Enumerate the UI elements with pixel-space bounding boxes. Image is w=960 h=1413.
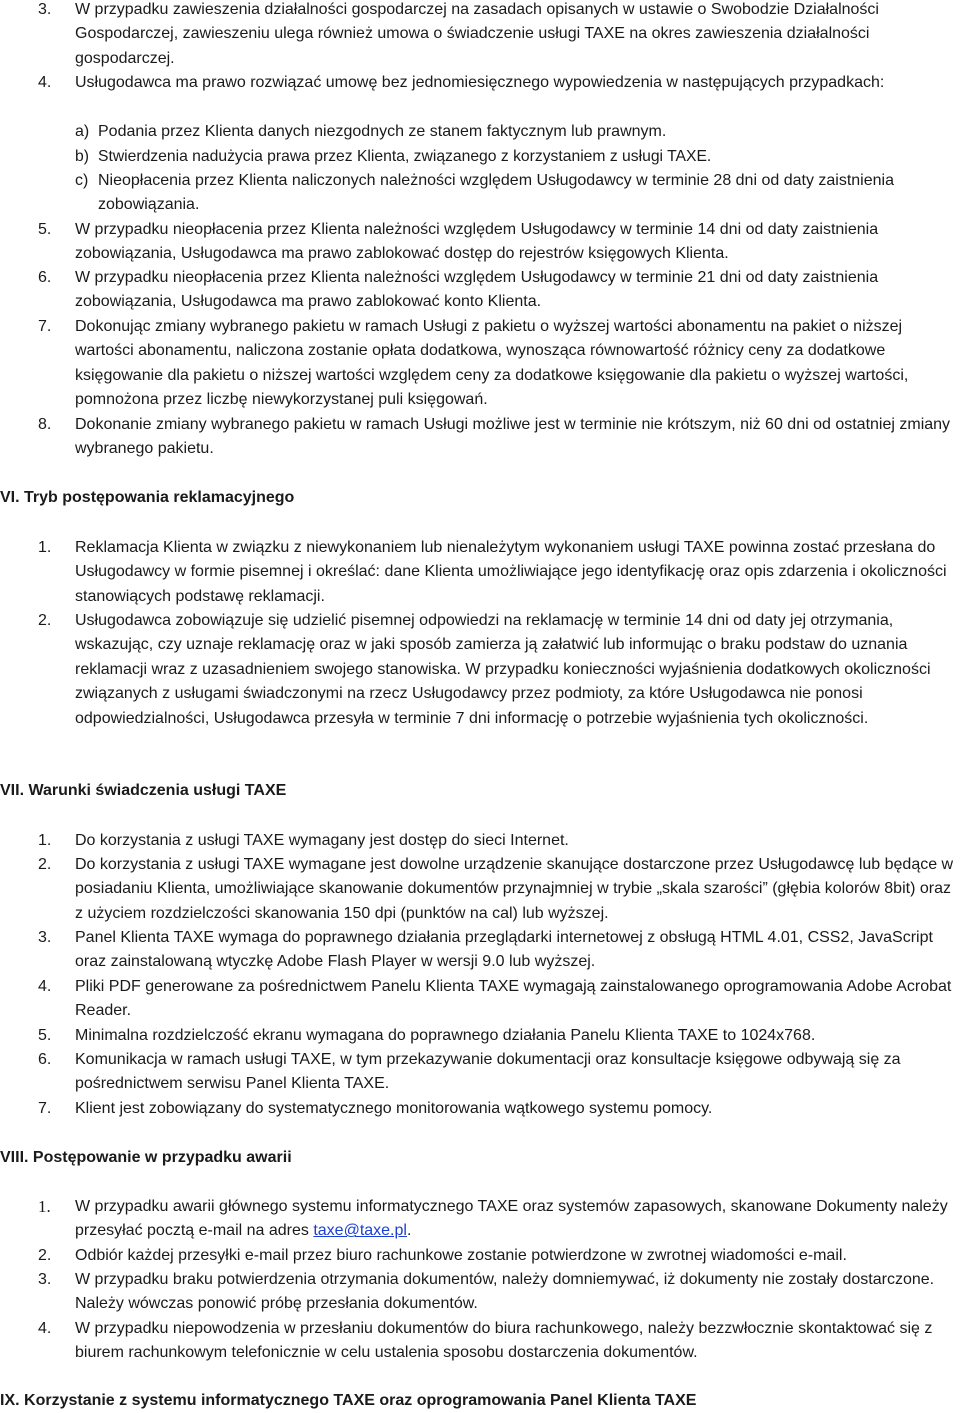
list-number: 3. [38, 929, 52, 946]
list-text: Do korzystania z usługi TAXE wymagany jest dostęp do sieci Internet. [75, 832, 569, 849]
list-text: Dokonanie zmiany wybranego pakietu w ramach Usługi możliwe jest w terminie nie krótszym, niż 60 dni od ostatniej zmiany wybranego pakietu. [75, 416, 951, 458]
list-item [38, 71, 960, 95]
list-text: W przypadku nieopłacenia przez Klienta należności względem Usługodawcy w terminie 14 dni od daty zaistnienia zobowiązania, Usługodawca ma prawo zablokować dostęp do rejestrów księgowych Klienta. [75, 221, 879, 263]
list-number: 8. [38, 416, 52, 433]
list-item [38, 926, 960, 975]
list-number: 6. [38, 269, 52, 286]
list-text: W przypadku zawieszenia działalności gospodarczej na zasadach opisanych w ustawie o Swobodzie Działalności Gospodarczej, zawieszeniu ulega również umowa o świadczenie usługi TAXE na okres zawieszenia działalności gospodarczej. [75, 1, 879, 67]
list-item [38, 975, 960, 1024]
list-letter: c) [75, 172, 89, 189]
list-number: 1. [38, 1197, 51, 1216]
list-number: 3. [38, 1, 52, 18]
section-heading: VIII. Postępowanie w przypadku awarii [0, 1149, 292, 1166]
list-text: Panel Klienta TAXE wymaga do poprawnego działania przeglądarki internetowej z obsługą HTML 4.01, CSS2, JavaScript oraz zainstalowaną wtyczkę Adobe Flash Player w wersji 9.0 lub wyższej. [75, 929, 933, 971]
list-item [38, 315, 960, 413]
list-number: 1. [38, 539, 52, 556]
list-number: 5. [38, 221, 52, 238]
list-text: W przypadku awarii głównego systemu informatycznego TAXE oraz systemów zapasowych, skanowane Dokumenty należy przesyłać pocztą e-mail na adres [75, 1198, 948, 1240]
list-number: 2. [38, 1247, 52, 1264]
list-text: Stwierdzenia nadużycia prawa przez Klienta, związanego z korzystaniem z usługi TAXE. [98, 148, 712, 165]
list-number: 6. [38, 1051, 52, 1068]
list-item [38, 1048, 960, 1097]
list-number: 3. [38, 1271, 52, 1288]
list-number: 1. [38, 832, 52, 849]
section-heading: VII. Warunki świadczenia usługi TAXE [0, 782, 287, 799]
list-text: W przypadku nieopłacenia przez Klienta należności względem Usługodawcy w terminie 21 dni od daty zaistnienia zobowiązania, Usługodawca ma prawo zablokować konto Klienta. [75, 269, 879, 311]
list-number: 4. [38, 1320, 52, 1337]
list-text: Usługodawca zobowiązuje się udzielić pisemnej odpowiedzi na reklamację w terminie 14 dni od daty jej otrzymania, wskazując, czy uznaje reklamację oraz w jaki sposób zamierza ją załatwić lub informując o braku podstaw do uznania reklamacji wraz z uzasadnieniem swojego stanowiska. W przypadku konieczności wyjaśnienia dodatkowych okoliczności związanych z usługami świadczonymi na rzecz Usługodawcy przez podmioty, za które Usługodawca nie ponosi odpowiedzialności, Usługodawca przesyła w terminie 7 dni informację o potrzebie wyjaśnienia tych okoliczności. [75, 612, 931, 727]
list-item [38, 1195, 960, 1244]
list-item [38, 1244, 960, 1268]
list-item [38, 829, 960, 853]
list-text: Reklamacja Klienta w związku z niewykonaniem lub nienależytym wykonaniem usługi TAXE powinna zostać przesłana do Usługodawcy w formie pisemnej i określać: dane Klienta umożliwiające jego identyfikację oraz opis zdarzenia i okoliczności stanowiących podstawę reklamacji. [75, 539, 947, 605]
list-item [38, 413, 960, 462]
list-number: 7. [38, 1100, 52, 1117]
section-heading: IX. Korzystanie z systemu informatycznego TAXE oraz oprogramowania Panel Klienta TAXE [0, 1392, 697, 1409]
list-text: W przypadku braku potwierdzenia otrzymania dokumentów, należy domniemywać, iż dokumenty nie zostały dostarczone. Należy wówczas ponowić próbę przesłania dokumentów. [75, 1271, 935, 1313]
list-item [38, 218, 960, 267]
list-letter: b) [75, 148, 89, 165]
list-letter: a) [75, 123, 90, 140]
list-number: 7. [38, 318, 52, 335]
list-text: Klient jest zobowiązany do systematycznego monitorowania wątkowego systemu pomocy. [75, 1100, 713, 1117]
list-item [38, 1317, 960, 1366]
list-item [38, 0, 960, 71]
list-item [38, 1268, 960, 1317]
list-text: Nieopłacenia przez Klienta naliczonych należności względem Usługodawcy w terminie 28 dni od daty zaistnienia zobowiązania. [98, 172, 894, 214]
list-text: Podania przez Klienta danych niezgodnych ze stanem faktycznym lub prawnym. [98, 123, 667, 140]
section-heading: VI. Tryb postępowania reklamacyjnego [0, 489, 295, 506]
list-text: Dokonując zmiany wybranego pakietu w ramach Usługi z pakietu o wyższej wartości abonamentu na pakiet o niższej wartości abonamentu, naliczona zostanie opłata dodatkowa, wynosząca równowartość różnicy ceny za dodatkowe księgowanie dla pakietu o niższej wartości względem ceny za dodatkowe księgowanie dla pakietu o wyższej wartości, pomnożona przez liczbę niewykorzystanej puli księgowań. [75, 318, 909, 409]
list-item [38, 853, 960, 926]
list-text: Pliki PDF generowane za pośrednictwem Panelu Klienta TAXE wymagają zainstalowanego oprogramowania Adobe Acrobat Reader. [75, 978, 952, 1020]
list-text: Odbiór każdej przesyłki e-mail przez biuro rachunkowe zostanie potwierdzone w zwrotnej wiadomości e-mail. [75, 1247, 847, 1264]
list-number: 4. [38, 978, 52, 995]
list-item [38, 1097, 960, 1121]
list-number: 2. [38, 612, 52, 629]
list-text: Minimalna rozdzielczość ekranu wymagana do poprawnego działania Panelu Klienta TAXE to 1024x768. [75, 1027, 816, 1044]
list-item [38, 609, 960, 731]
list-number: 4. [38, 74, 52, 91]
email-link[interactable]: taxe@taxe.pl [313, 1222, 407, 1240]
list-number: 2. [38, 856, 52, 873]
list-text: Usługodawca ma prawo rozwiązać umowę bez jednomiesięcznego wypowiedzenia w następujących przypadkach: [75, 74, 885, 91]
list-item [38, 536, 960, 609]
list-text-end: . [406, 1222, 412, 1240]
list-item [38, 1024, 960, 1048]
list-subitem [75, 120, 960, 144]
list-text: Do korzystania z usługi TAXE wymagane jest dowolne urządzenie skanujące dostarczone przez Usługodawcę lub będące w posiadaniu Klienta, umożliwiające skanowanie dokumentów przynajmniej w trybie „skala szarości” (głębia kolorów 8bit) oraz z użyciem rozdzielczości skanowania 150 dpi (punktów na cal) lub wyższej. [75, 856, 954, 922]
list-subitem [75, 169, 960, 218]
list-number: 5. [38, 1027, 52, 1044]
list-item [38, 266, 960, 315]
list-text: Komunikacja w ramach usługi TAXE, w tym przekazywanie dokumentacji oraz konsultacje księgowe odbywają się za pośrednictwem serwisu Panel Klienta TAXE. [75, 1051, 901, 1093]
list-text: W przypadku niepowodzenia w przesłaniu dokumentów do biura rachunkowego, należy bezzwłocznie skontaktować się z biurem rachunkowym telefonicznie w celu ustalenia sposobu dostarczenia dokumentów. [75, 1320, 933, 1362]
list-subitem [75, 145, 960, 169]
